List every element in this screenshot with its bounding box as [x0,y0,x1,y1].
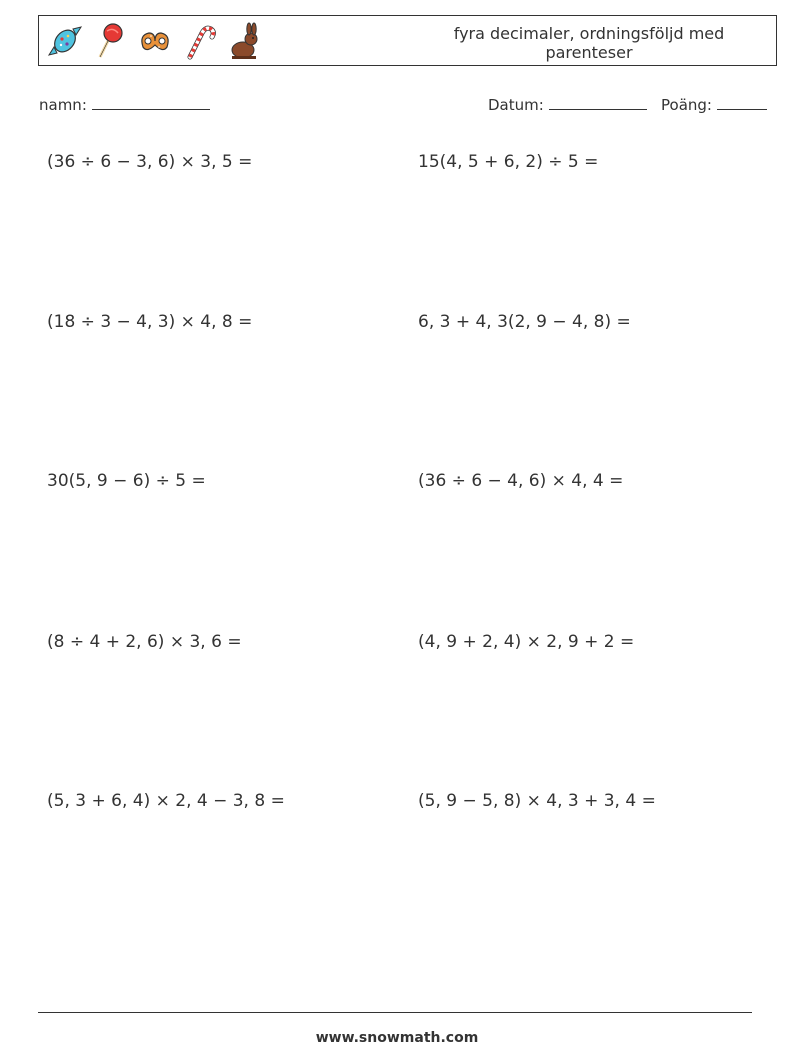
problem-5: 30(5, 9 − 6) ÷ 5 = [47,471,206,491]
name-field [39,94,210,114]
problem-8: (4, 9 + 2, 4) × 2, 9 + 2 = [418,632,635,652]
problem-3: (18 ÷ 3 − 4, 3) × 4, 8 = [47,312,253,332]
chocolate-bunny-icon [227,21,263,61]
problem-10: (5, 9 − 5, 8) × 4, 3 + 3, 4 = [418,791,656,811]
date-blank[interactable] [549,94,647,110]
name-blank[interactable] [92,94,210,110]
problem-9: (5, 3 + 6, 4) × 2, 4 − 3, 8 = [47,791,285,811]
footer-website[interactable]: www.snowmath.com [315,1030,479,1046]
icon-row [47,21,272,61]
problem-7: (8 ÷ 4 + 2, 6) × 3, 6 = [47,632,242,652]
problem-1: (36 ÷ 6 − 3, 6) × 3, 5 = [47,152,253,172]
worksheet-title: fyra decimaler, ordningsföljd med parenteser [453,24,725,62]
footer-divider [38,1012,752,1013]
name-label: namn: [39,96,87,114]
date-field [488,94,647,114]
candy-icon [47,21,83,61]
score-blank[interactable] [717,94,767,110]
problem-4: 6, 3 + 4, 3(2, 9 − 4, 8) = [418,312,631,332]
candy-cane-icon [182,21,218,61]
lollipop-icon [92,21,128,61]
pretzel-icon [137,21,173,61]
score-label: Poäng: [661,96,712,114]
problem-2: 15(4, 5 + 6, 2) ÷ 5 = [418,152,599,172]
worksheet-header [38,15,777,66]
problem-6: (36 ÷ 6 − 4, 6) × 4, 4 = [418,471,624,491]
score-field [661,94,767,114]
date-label: Datum: [488,96,544,114]
